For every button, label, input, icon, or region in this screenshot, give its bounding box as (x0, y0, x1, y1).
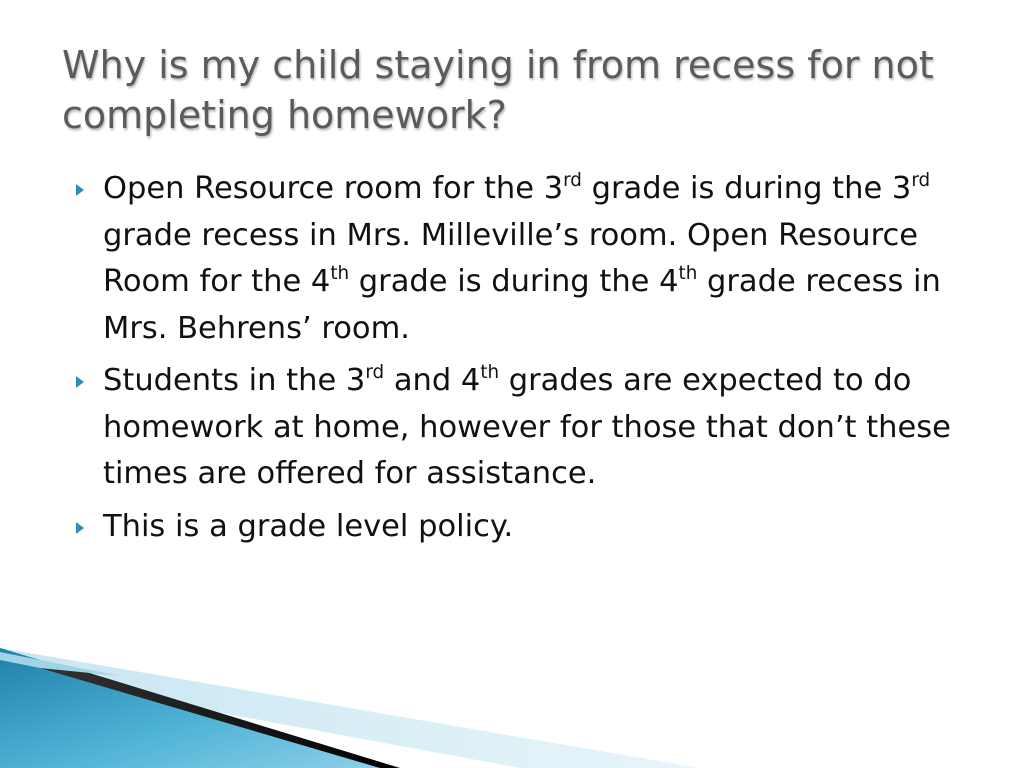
bullet-text: grade recess in Mrs. Milleville’s room. Open Resource Room for the 4 (103, 217, 919, 299)
bullet-text: grade is during the 4 (349, 264, 679, 299)
superscript: rd (365, 362, 385, 384)
superscript: th (480, 362, 500, 384)
bullet-text: Open Resource room for the 3 (103, 171, 564, 206)
bullet-text: and 4 (384, 363, 481, 398)
superscript: rd (911, 170, 931, 192)
superscript: th (330, 263, 350, 285)
superscript: th (678, 263, 698, 285)
bullet-text: Students in the 3 (103, 363, 366, 398)
bullet-text: grade recess in Mrs. Behrens’ room. (103, 264, 941, 346)
bullet-text: grade is during the 3 (581, 171, 912, 206)
superscript: rd (563, 170, 582, 192)
bullet-text: This is a grade level policy. (103, 508, 514, 544)
bullet-text: grades are expected to do homework at home, however for those that don’t these times are offered for assistance. (103, 363, 951, 491)
slide-title: Why is my child staying in from recess for not completing homework? (62, 43, 934, 137)
